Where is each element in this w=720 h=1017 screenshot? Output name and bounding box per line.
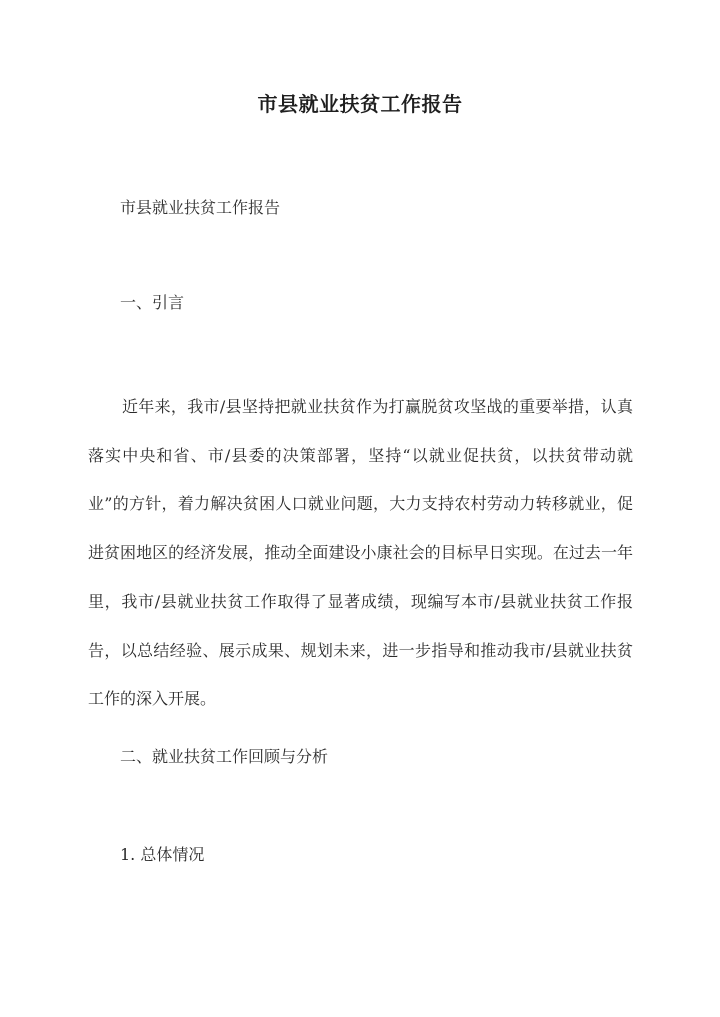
document-subtitle: 市县就业扶贫工作报告: [120, 198, 281, 217]
section-heading-introduction: 一、引言: [120, 293, 185, 312]
section-heading-review: 二、就业扶贫工作回顾与分析: [120, 747, 329, 766]
document-title: 市县就业扶贫工作报告: [257, 92, 463, 116]
introduction-paragraph: 近年来，我市/县坚持把就业扶贫作为打赢脱贫攻坚战的重要举措，认真落实中央和省、市/县委的决策部署，坚持“以就业促扶贫，以扶贫带动就业”的方针，着力解决贫困人口就业问题，大力支持农村劳动力转移就业，促进贫困地区的经济发展，推动全面建设小康社会的目标早日实现。在过去一年里，我市/县就业扶贫工作取得了显著成绩，现编写本市/县就业扶贫工作报告，以总结经验、展示成果、规划未来，进一步指导和推动我市/县就业扶贫工作的深入开展。: [88, 397, 633, 709]
subsection-heading-overview: 1. 总体情况: [120, 845, 205, 864]
